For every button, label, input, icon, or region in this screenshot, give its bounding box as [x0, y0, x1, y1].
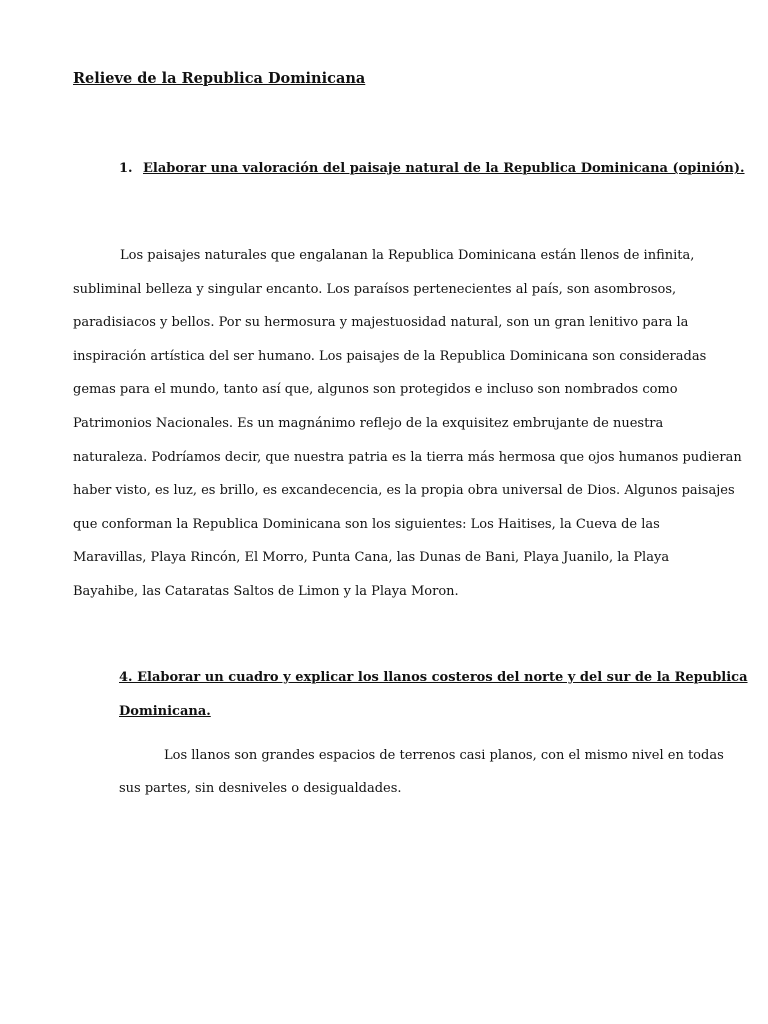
paragraph-line: Patrimonios Nacionales. Es un magnánimo reflejo de la exquisitez embrujante de nuestra	[73, 415, 664, 431]
paragraph-line: paradisiacos y bellos. Por su hermosura y majestuosidad natural, son un gran lenitivo para la	[73, 315, 689, 331]
section-1-number: 1.	[119, 161, 133, 176]
paragraph-line: naturaleza. Podríamos decir, que nuestra patria es la tierra más hermosa que ojos humanos pudieran	[73, 449, 742, 465]
paragraph-line: Bayahibe, las Cataratas Saltos de Limon y la Playa Moron.	[73, 583, 459, 599]
paragraph-line: Maravillas, Playa Rincón, El Morro, Punta Cana, las Dunas de Bani, Playa Juanilo, la Playa	[73, 550, 670, 566]
section-1-heading	[119, 161, 745, 176]
section-4-heading-line: 4. Elaborar un cuadro y explicar los llanos costeros del norte y del sur de la Republica	[119, 670, 748, 685]
section-1-heading-text: Elaborar una valoración del paisaje natural de la Republica Dominicana (opinión).	[143, 161, 745, 176]
paragraph-line: sus partes, sin desniveles o desigualdades.	[119, 781, 402, 796]
section-1-paragraph	[73, 245, 742, 615]
paragraph-line: que conforman la Republica Dominicana son los siguientes: Los Haitises, la Cueva de las	[73, 516, 660, 532]
paragraph-line: inspiración artística del ser humano. Los paisajes de la Republica Dominicana son consideradas	[73, 348, 707, 364]
paragraph-line: Los paisajes naturales que engalanan la Republica Dominicana están llenos de infinita,	[120, 248, 695, 263]
section-4-heading	[119, 668, 748, 736]
document-title: Relieve de la Republica Dominicana	[73, 70, 366, 87]
paragraph-line: Los llanos son grandes espacios de terrenos casi planos, con el mismo nivel en todas	[164, 748, 724, 763]
paragraph-line: haber visto, es luz, es brillo, es excandecencia, es la propia obra universal de Dios. Algunos paisajes	[73, 483, 735, 499]
section-4-paragraph	[119, 745, 724, 811]
paragraph-line: gemas para el mundo, tanto así que, algunos son protegidos e incluso son nombrados como	[73, 382, 678, 398]
paragraph-line: subliminal belleza y singular encanto. Los paraísos pertenecientes al país, son asombrosos,	[73, 281, 677, 297]
section-4-heading-line: Dominicana.	[119, 704, 211, 719]
